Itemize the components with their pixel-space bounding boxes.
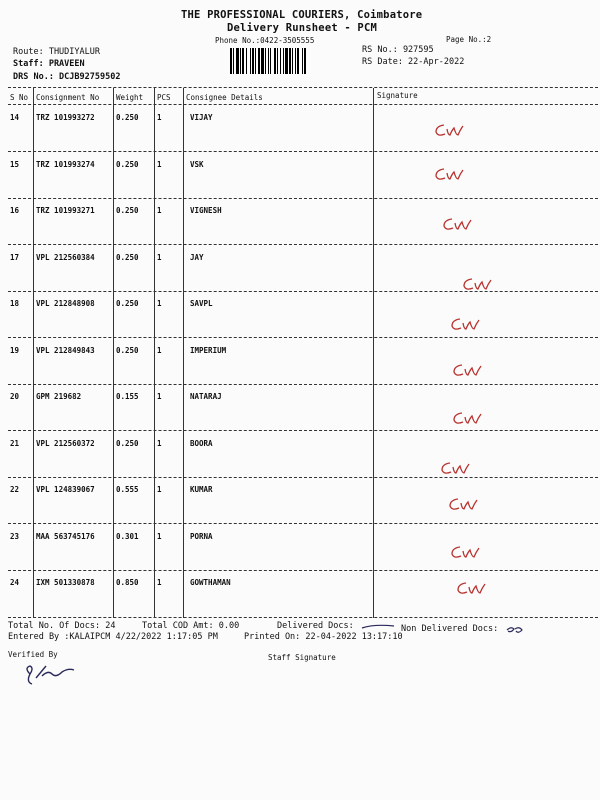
printed-on: Printed On: 22-04-2022 13:17:10	[244, 632, 403, 642]
row-signature-mark	[448, 542, 482, 562]
row-signature-mark	[460, 274, 494, 294]
row-divider	[8, 384, 598, 385]
row-pcs: 1	[157, 113, 162, 122]
row-consignment-no: IXM 501330878	[36, 578, 95, 587]
row-signature-mark	[440, 214, 474, 234]
row-weight: 0.250	[116, 159, 139, 169]
delivered-pen-mark	[360, 622, 400, 632]
header-signature: Signature	[377, 91, 418, 100]
row-weight: 0.155	[116, 392, 139, 401]
header-consignment: Consignment No	[36, 93, 100, 102]
col-divider	[373, 88, 374, 618]
verified-by-label: Verified By	[8, 650, 58, 659]
row-consignment-no: VPL 212849843	[36, 345, 95, 355]
row-signature-mark	[454, 578, 488, 598]
col-divider	[154, 88, 155, 618]
row-weight: 0.250	[116, 438, 139, 448]
row-consignment-no: VPL 212560372	[36, 438, 95, 448]
row-consignee: VIJAY	[190, 113, 213, 122]
row-divider	[8, 430, 598, 431]
non-delivered-pen-mark	[505, 624, 525, 636]
total-cod: Total COD Amt: 0.00	[142, 621, 240, 631]
drs-barcode	[230, 48, 354, 74]
row-sno: 17	[10, 252, 20, 262]
row-consignment-no: TRZ 101993272	[36, 113, 95, 122]
row-consignee: PORNA	[190, 531, 213, 541]
col-divider	[113, 88, 114, 618]
row-weight: 0.850	[116, 578, 139, 587]
page-number: Page No.:2	[446, 35, 492, 44]
header-bottom-rule	[8, 104, 598, 105]
row-sno: 21	[10, 438, 20, 448]
staff-signature-label: Staff Signature	[268, 653, 336, 662]
row-sno: 18	[10, 299, 20, 308]
row-signature-mark	[432, 164, 466, 184]
row-divider	[8, 477, 598, 478]
row-consignee: VSK	[190, 159, 204, 169]
row-divider	[8, 198, 598, 199]
row-consignment-no: VPL 124839067	[36, 485, 95, 494]
header-pcs: PCS	[157, 93, 171, 102]
row-divider	[8, 244, 598, 245]
row-pcs: 1	[157, 392, 162, 401]
row-consignment-no: MAA 563745176	[36, 531, 95, 541]
row-signature-mark	[448, 314, 482, 334]
row-sno: 16	[10, 206, 20, 215]
row-pcs: 1	[157, 578, 162, 587]
table-top-rule	[8, 87, 598, 88]
row-consignment-no: VPL 212560384	[36, 252, 95, 262]
runsheet-subtitle: Delivery Runsheet - PCM	[227, 22, 377, 34]
row-consignment-no: GPM 219682	[36, 392, 82, 401]
rs-date: RS Date: 22-Apr-2022	[362, 57, 465, 67]
row-weight: 0.250	[116, 299, 139, 308]
row-consignee: BOORA	[190, 438, 213, 448]
rs-number: RS No.: 927595	[362, 45, 434, 55]
row-pcs: 1	[157, 345, 162, 355]
non-delivered-docs: Non Delivered Docs:	[401, 624, 499, 634]
row-pcs: 1	[157, 531, 162, 541]
col-divider	[183, 88, 184, 618]
row-sno: 14	[10, 113, 20, 122]
row-weight: 0.250	[116, 113, 139, 122]
row-sno: 23	[10, 531, 20, 541]
delivered-docs: Delivered Docs:	[277, 621, 354, 631]
row-divider	[8, 570, 598, 571]
row-signature-mark	[446, 494, 480, 514]
company-title: THE PROFESSIONAL COURIERS, Coimbatore	[181, 9, 423, 21]
entered-by: Entered By :KALAIPCM 4/22/2022 1:17:05 PM	[8, 632, 218, 642]
row-pcs: 1	[157, 438, 162, 448]
row-divider	[8, 523, 598, 524]
header-weight: Weight	[116, 93, 144, 102]
header-consignee: Consignee Details	[186, 93, 263, 102]
header-sno: S No	[10, 93, 29, 102]
row-consignee: NATARAJ	[190, 392, 222, 401]
row-consignment-no: TRZ 101993271	[36, 206, 95, 215]
row-consignee: SAVPL	[190, 299, 213, 308]
row-consignee: VIGNESH	[190, 206, 222, 215]
row-sno: 15	[10, 159, 20, 169]
row-sno: 19	[10, 345, 20, 355]
row-consignee: JAY	[190, 252, 204, 262]
row-consignee: KUMAR	[190, 485, 213, 494]
row-signature-mark	[450, 360, 484, 380]
row-divider	[8, 291, 598, 292]
total-docs: Total No. Of Docs: 24	[8, 621, 116, 631]
row-consignment-no: TRZ 101993274	[36, 159, 95, 169]
row-signature-mark	[438, 458, 472, 478]
row-consignment-no: VPL 212848908	[36, 299, 95, 308]
route-label: Route: THUDIYALUR	[13, 47, 100, 57]
row-pcs: 1	[157, 206, 162, 215]
row-weight: 0.555	[116, 485, 139, 494]
row-sno: 20	[10, 392, 20, 401]
row-signature-mark	[432, 120, 466, 140]
col-divider	[33, 88, 34, 618]
phone-number: Phone No.:0422-3505555	[215, 36, 315, 45]
row-consignee: IMPERIUM	[190, 345, 227, 355]
row-sno: 24	[10, 578, 20, 587]
row-weight: 0.250	[116, 206, 139, 215]
row-divider	[8, 337, 598, 338]
verifier-signature	[22, 660, 82, 688]
row-consignee: GOWTHAMAN	[190, 578, 231, 587]
row-weight: 0.250	[116, 345, 139, 355]
row-weight: 0.301	[116, 531, 139, 541]
staff-label: Staff: PRAVEEN	[13, 59, 85, 69]
row-weight: 0.250	[116, 252, 139, 262]
row-pcs: 1	[157, 159, 162, 169]
drs-number: DRS No.: DCJB92759502	[13, 72, 121, 82]
row-divider	[8, 151, 598, 152]
row-pcs: 1	[157, 299, 162, 308]
row-sno: 22	[10, 485, 20, 494]
row-pcs: 1	[157, 485, 162, 494]
row-pcs: 1	[157, 252, 162, 262]
row-signature-mark	[450, 408, 484, 428]
table-bottom-rule	[8, 617, 598, 618]
